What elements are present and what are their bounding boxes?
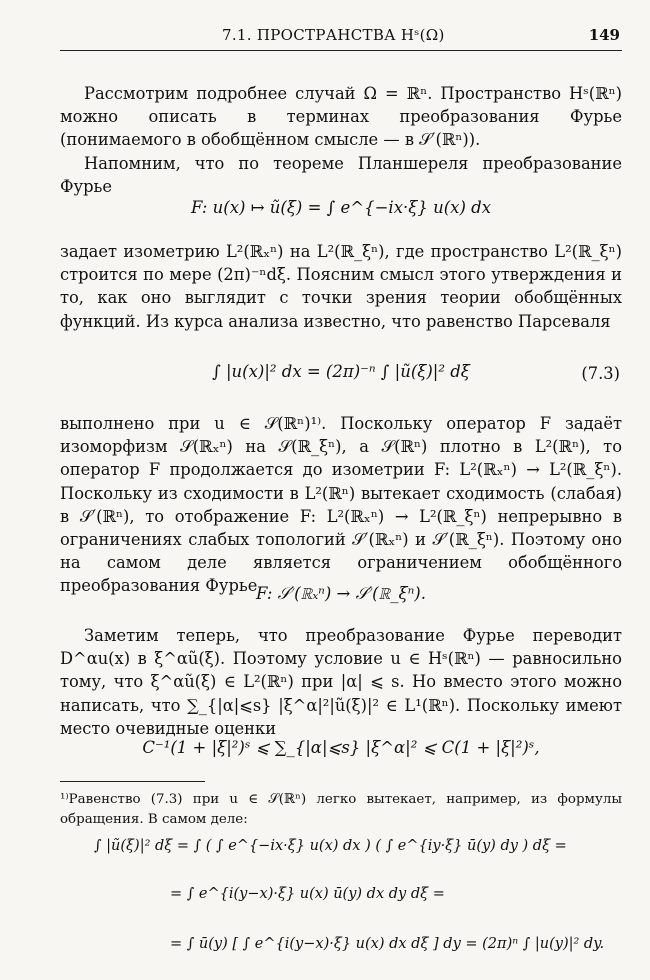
footnote-formula-line-1: ∫ |ũ(ξ)|² dξ = ∫ ( ∫ e^{−ix·ξ} u(x) dx ) ( ∫ e^{iy·ξ} ū(y) dy ) dξ =: [94, 838, 567, 854]
paragraph-5: Заметим теперь, что преобразование Фурье переводит D^αu(x) в ξ^αũ(ξ). Поэтому условие u ∈ Hˢ(ℝⁿ) — равносильно тому, что ξ^αũ(ξ) ∈ L²(ℝⁿ) при |α| ⩽ s. Но вместо этого можно написать, что ∑_{|α|⩽s} |ξ^α|²|ũ(ξ)|² ∈ L¹(ℝⁿ). Поскольку имеют место очевидные оценки: [60, 626, 622, 738]
paragraph-4: выполнено при u ∈ 𝒮(ℝⁿ)¹⁾. Поскольку оператор F задаёт изоморфизм 𝒮(ℝₓⁿ) на 𝒮(ℝ_ξⁿ), а 𝒮(ℝⁿ) плотно в L²(ℝⁿ), то оператор F продолжается до изометрии F: L²(ℝₓⁿ) → L²(ℝ_ξⁿ). Поскольку из сходимости в L²(ℝⁿ) вытекает сходимость (слабая) в 𝒮′(ℝⁿ), то отображение F: L²(ℝₓⁿ) → L²(ℝ_ξⁿ) непрерывно в ограничениях слабых топологий 𝒮′(ℝₓⁿ) и 𝒮′(ℝ_ξⁿ). Поэтому оно на самом деле является ограничением обобщённого преобразования Фурье: [60, 414, 622, 596]
generalized-fourier-formula: F: 𝒮′(ℝₓⁿ) → 𝒮′(ℝ_ξⁿ).: [256, 584, 426, 603]
running-header: [60, 24, 622, 51]
paragraph-2: Напомним, что по теореме Планшереля преобразование Фурье: [60, 154, 622, 197]
footnote-rule: [60, 781, 205, 782]
parseval-formula: ∫ |u(x)|² dx = (2π)⁻ⁿ ∫ |ũ(ξ)|² dξ: [212, 362, 470, 381]
fourier-transform-formula: F: u(x) ↦ ũ(ξ) = ∫ e^{−ix·ξ} u(x) dx: [190, 198, 492, 217]
footnote-formula-line-3: = ∫ ū(y) [ ∫ e^{i(y−x)·ξ} u(x) dx dξ ] dy = (2π)ⁿ ∫ |u(y)|² dy.: [170, 936, 605, 952]
footnote-formula-line-2: = ∫ e^{i(y−x)·ξ} u(x) ū(y) dx dy dξ =: [170, 886, 445, 902]
footnote-text: ¹⁾Равенство (7.3) при u ∈ 𝒮(ℝⁿ) легко вытекает, например, из формулы обращения. В самом деле:: [60, 792, 622, 827]
section-title: 7.1. ПРОСТРАНСТВА Hˢ(Ω): [222, 26, 445, 44]
page-number: 149: [588, 26, 620, 44]
paragraph-1: Рассмотрим подробнее случай Ω = ℝⁿ. Пространство Hˢ(ℝⁿ) можно описать в терминах преобразования Фурье (понимаемого в обобщённом смысле — в 𝒮′(ℝⁿ)).: [60, 84, 622, 150]
estimate-formula: C⁻¹(1 + |ξ|²)ˢ ⩽ ∑_{|α|⩽s} |ξ^α|² ⩽ C(1 + |ξ|²)ˢ,: [142, 738, 540, 757]
paragraph-3: задает изометрию L²(ℝₓⁿ) на L²(ℝ_ξⁿ), где пространство L²(ℝ_ξⁿ) строится по мере (2π)⁻ⁿdξ. Поясним смысл этого утверждения и то, как оно выглядит с точки зрения теории обобщённых функций. Из курса анализа известно, что равенство Парсеваля: [60, 242, 622, 331]
equation-number: (7.3): [581, 364, 620, 383]
